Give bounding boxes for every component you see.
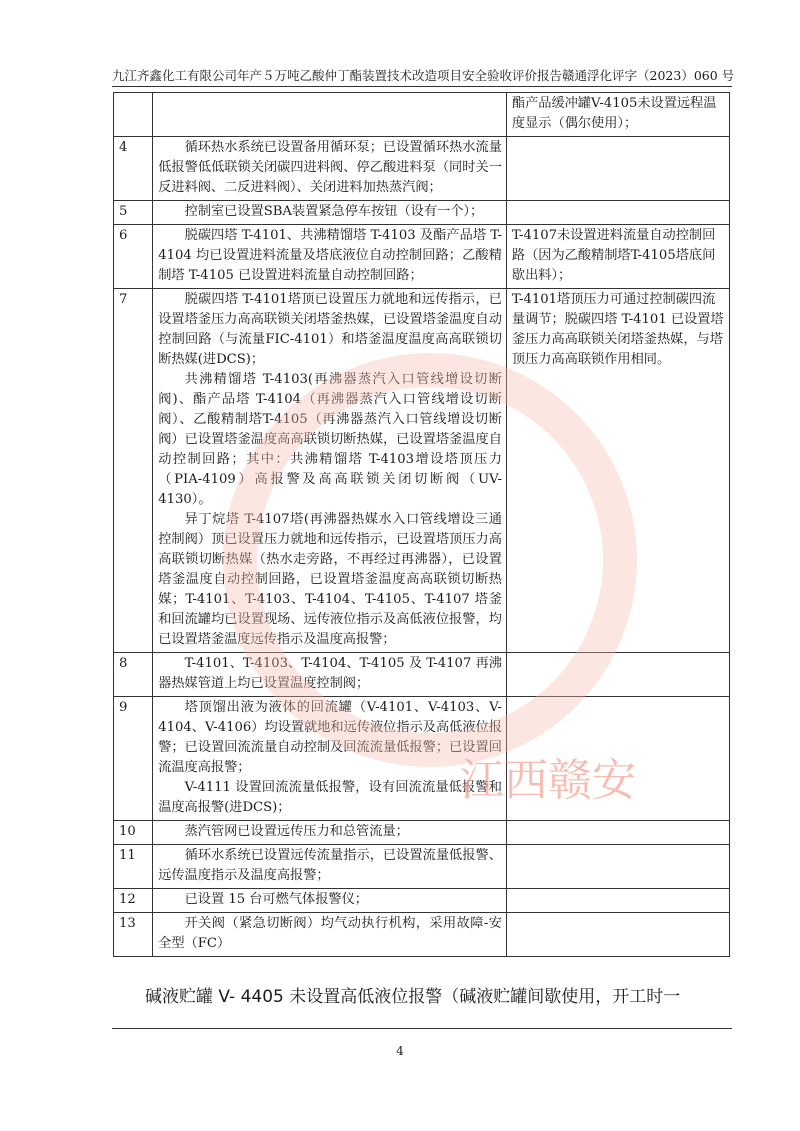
measure-paragraph: 异丁烷塔 T-4107塔(再沸器热媒水入口管线增设三通控制阀）顶已设置压力就地和远传指示，已设置塔顶压力高高联锁切断热媒（热水走旁路，不再经过再沸器），已设置塔釜温度自动控制回路，已设置塔釜温度高高联锁切断热媒；T-4101、T-4103、T-4104、T-4105、T-4107 塔釜和回流罐均已设置现场、远传液位指示及高低液位报警，均已设置塔釜温度远传指示及温度高报警； [158, 512, 502, 647]
table-row [114, 913, 730, 957]
measure-content [153, 137, 507, 201]
table-row [114, 93, 730, 137]
measure-content [153, 913, 507, 957]
row-number: 7 [114, 289, 153, 653]
table-row [114, 653, 730, 697]
row-number: 13 [114, 913, 153, 957]
deficiency-note: 酯产品缓冲罐V-4105未设置远程温度显示（偶尔使用）； [506, 93, 729, 137]
deficiency-note [506, 845, 729, 889]
table-row [114, 289, 730, 653]
deficiency-note [506, 201, 729, 225]
table-row [114, 821, 730, 845]
page-number: 4 [396, 1044, 404, 1058]
row-number: 11 [114, 845, 153, 889]
measure-paragraph: 蒸汽管网已设置远传压力和总管流量； [184, 824, 409, 839]
row-number: 6 [114, 225, 153, 289]
measure-content [153, 289, 507, 653]
deficiency-note: T-4101塔顶压力可通过控制碳四流量调节；脱碳四塔 T-4101 已设置塔釜压力高高联锁关闭塔釜热媒，与塔顶压力高高联锁作用相同。 [506, 289, 729, 653]
deficiency-note [506, 889, 729, 913]
measure-paragraph: V-4111 设置回流流量低报警，设有回流流量低报警和温度高报警(进DCS)； [158, 780, 502, 815]
table-row [114, 889, 730, 913]
table-row [114, 845, 730, 889]
measure-paragraph: 控制室已设置SBA装置紧急停车按钮（设有一个）； [184, 204, 484, 219]
trailing-paragraph: 碱液贮罐 V- 4405 未设置高低液位报警（碱液贮罐间歇使用，开工时一 [145, 987, 681, 1007]
table-row [114, 697, 730, 821]
measure-content [153, 821, 507, 845]
measure-content [153, 845, 507, 889]
measure-content [153, 225, 507, 289]
deficiency-note [506, 137, 729, 201]
deficiency-note [506, 653, 729, 697]
deficiency-note: T-4107未设置进料流量自动控制回路（因为乙酸精制塔T-4105塔底间歇出料）； [506, 225, 729, 289]
header-doc-number: 赣通浮化评字（2023）060 号 [562, 68, 735, 83]
measure-content [153, 697, 507, 821]
measure-paragraph: 塔顶馏出液为液体的回流罐（V-4101、V-4103、V-4104、V-4106）均设置就地和远传液位指示及高低液位报警；已设置回流流量自动控制及回流流量低报警；已设置回流温度高报警； [158, 700, 502, 775]
running-header [112, 66, 735, 84]
row-number: 9 [114, 697, 153, 821]
measure-paragraph: 开关阀（紧急切断阀）均气动执行机构，采用故障-安全型（FC） [158, 916, 502, 951]
header-rule [112, 86, 732, 87]
row-number [114, 93, 153, 137]
measure-paragraph: 循环热水系统已设置备用循环泵；已设置循环热水流量低报警低低联锁关闭碳四进料阀、停乙酸进料泵（同时关一反进料阀、二反进料阀）、关闭进料加热蒸汽阀； [158, 140, 502, 195]
table-row [114, 225, 730, 289]
header-title: 九江齐鑫化工有限公司年产５万吨乙酸仲丁酯装置技术改造项目安全验收评价报告 [112, 68, 563, 83]
measures-table [113, 92, 730, 957]
table-row [114, 201, 730, 225]
footer-rule [112, 1028, 732, 1029]
row-number: 10 [114, 821, 153, 845]
deficiency-note [506, 913, 729, 957]
row-number: 12 [114, 889, 153, 913]
measure-content [153, 93, 507, 137]
measure-paragraph: 脱碳四塔 T-4101、共沸精馏塔 T-4103 及酯产品塔 T-4104 均已设置进料流量及塔底液位自动控制回路；乙酸精制塔 T-4105 已设置进料流量自动控制回路； [158, 228, 502, 283]
row-number: 8 [114, 653, 153, 697]
deficiency-note [506, 821, 729, 845]
measure-paragraph: 脱碳四塔 T-4101塔顶已设置压力就地和远传指示，已设置塔釜压力高高联锁关闭塔釜热媒，已设置塔釜温度自动控制回路（与流量FIC-4101）和塔釜温度温度高高联锁切断热媒(进DCS)； [158, 292, 502, 367]
table-row [114, 137, 730, 201]
watermark-text: 江西赣安 [460, 755, 636, 806]
measure-content [153, 653, 507, 697]
measure-paragraph: 已设置 15 台可燃气体报警仪； [184, 892, 368, 907]
measure-paragraph: 共沸精馏塔 T-4103(再沸器蒸汽入口管线增设切断阀)、酯产品塔 T-4104（再沸器蒸汽入口管线增设切断阀）、乙酸精制塔T-4105（再沸器蒸汽入口管线增设切断阀）已设置塔釜温度高高联锁切断热媒，已设置塔釜温度自动控制回路；其中：共沸精馏塔 T-4103增设塔顶压力（PIA-4109）高报警及高高联锁关闭切断阀（UV-4130）。 [158, 372, 502, 507]
row-number: 5 [114, 201, 153, 225]
measure-content [153, 201, 507, 225]
measure-paragraph: T-4101、T-4103、T-4104、T-4105 及 T-4107 再沸器热媒管道上均已设置温度控制阀； [158, 656, 502, 691]
measure-paragraph: 循环水系统已设置远传流量指示，已设置流量低报警、远传温度指示及温度高报警； [158, 848, 502, 883]
deficiency-note [506, 697, 729, 821]
measure-content [153, 889, 507, 913]
row-number: 4 [114, 137, 153, 201]
